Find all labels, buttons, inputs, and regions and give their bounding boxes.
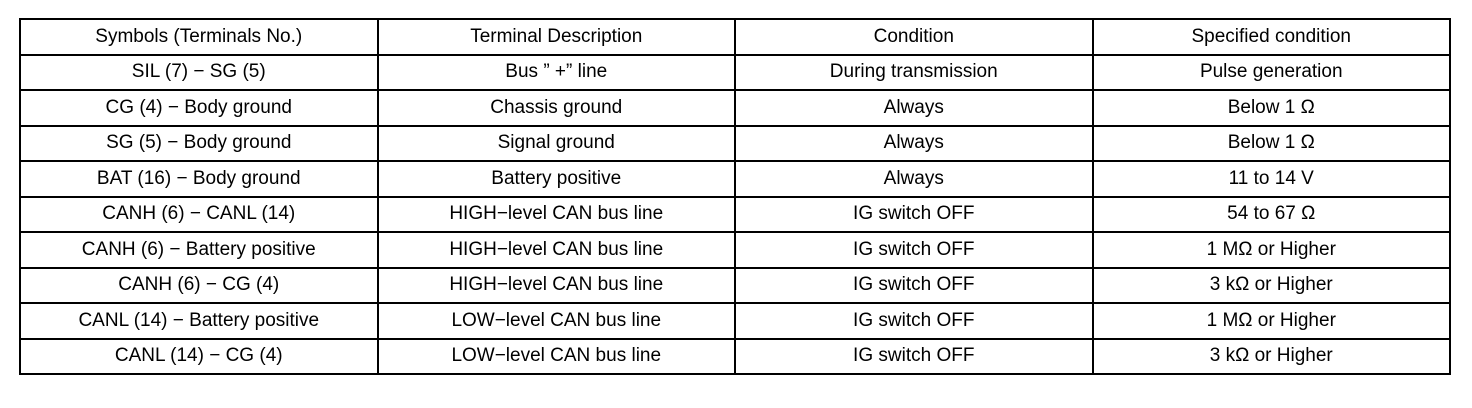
cell-condition: IG switch OFF [735, 303, 1093, 339]
cell-specified-condition: 1 MΩ or Higher [1093, 303, 1451, 339]
terminal-spec-table [19, 18, 1451, 375]
header-row [20, 19, 1450, 55]
table-row [20, 268, 1450, 304]
table-row [20, 90, 1450, 126]
cell-specified-condition: 11 to 14 V [1093, 161, 1451, 197]
table-row [20, 339, 1450, 375]
cell-condition: IG switch OFF [735, 339, 1093, 375]
header-condition: Condition [735, 19, 1093, 55]
cell-condition: IG switch OFF [735, 232, 1093, 268]
cell-symbols: CANH (6) − CANL (14) [20, 197, 378, 233]
cell-specified-condition: Pulse generation [1093, 55, 1451, 91]
cell-symbols: CANH (6) − Battery positive [20, 232, 378, 268]
table-row [20, 55, 1450, 91]
header-specified-condition: Specified condition [1093, 19, 1451, 55]
cell-symbols: BAT (16) − Body ground [20, 161, 378, 197]
table-header [20, 19, 1450, 55]
cell-condition: Always [735, 90, 1093, 126]
cell-terminal-description: LOW−level CAN bus line [378, 339, 736, 375]
cell-terminal-description: HIGH−level CAN bus line [378, 197, 736, 233]
cell-condition: IG switch OFF [735, 268, 1093, 304]
cell-specified-condition: 54 to 67 Ω [1093, 197, 1451, 233]
cell-terminal-description: LOW−level CAN bus line [378, 303, 736, 339]
cell-terminal-description: Signal ground [378, 126, 736, 162]
cell-terminal-description: HIGH−level CAN bus line [378, 232, 736, 268]
cell-condition: Always [735, 161, 1093, 197]
cell-symbols: CANL (14) − CG (4) [20, 339, 378, 375]
table-row [20, 303, 1450, 339]
header-terminal-description: Terminal Description [378, 19, 736, 55]
cell-terminal-description: Battery positive [378, 161, 736, 197]
cell-condition: Always [735, 126, 1093, 162]
cell-condition: IG switch OFF [735, 197, 1093, 233]
cell-symbols: SG (5) − Body ground [20, 126, 378, 162]
cell-symbols: SIL (7) − SG (5) [20, 55, 378, 91]
table-row [20, 232, 1450, 268]
cell-condition: During transmission [735, 55, 1093, 91]
table-row [20, 126, 1450, 162]
cell-symbols: CANH (6) − CG (4) [20, 268, 378, 304]
cell-symbols: CANL (14) − Battery positive [20, 303, 378, 339]
cell-specified-condition: 1 MΩ or Higher [1093, 232, 1451, 268]
cell-specified-condition: Below 1 Ω [1093, 126, 1451, 162]
table-row [20, 197, 1450, 233]
table-body [20, 55, 1450, 375]
cell-specified-condition: Below 1 Ω [1093, 90, 1451, 126]
cell-terminal-description: HIGH−level CAN bus line [378, 268, 736, 304]
cell-specified-condition: 3 kΩ or Higher [1093, 339, 1451, 375]
cell-terminal-description: Bus ” +” line [378, 55, 736, 91]
header-symbols: Symbols (Terminals No.) [20, 19, 378, 55]
cell-symbols: CG (4) − Body ground [20, 90, 378, 126]
cell-terminal-description: Chassis ground [378, 90, 736, 126]
cell-specified-condition: 3 kΩ or Higher [1093, 268, 1451, 304]
table-row [20, 161, 1450, 197]
